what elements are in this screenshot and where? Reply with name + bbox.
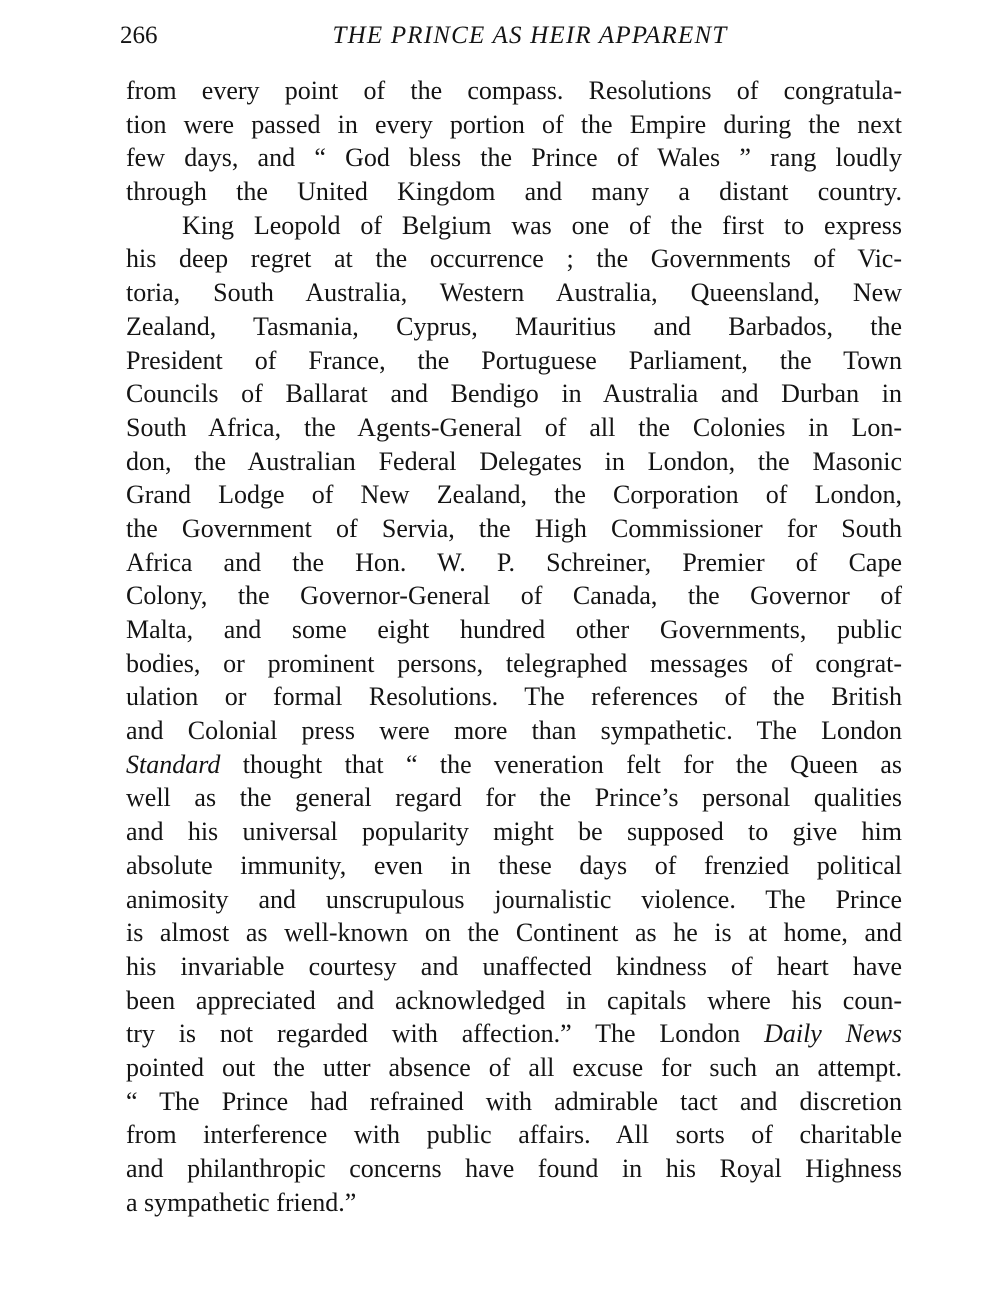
text-line: pointed out the utter absence of all excuse for such an attempt. [126,1052,902,1082]
text-line: from interference with public affairs. All sorts of charitable [126,1120,902,1150]
text-line: and philanthropic concerns have found in his Royal Highness [126,1154,902,1183]
text-line: a sympathetic friend.” [126,1187,357,1217]
text-line: well as the general regard for the Prince’s personal qualities [126,783,902,813]
text-line: and Colonial press were more than sympathetic. The London [126,716,902,746]
text-line: Grand Lodge of New Zealand, the Corporation of London, [126,480,902,510]
text-line: his invariable courtesy and unaffected kindness of heart have [126,951,902,981]
text-line: don, the Australian Federal Delegates in London, the Masonic [126,446,902,476]
text-line: animosity and unscrupulous journalistic violence. The Prince [126,884,902,914]
text-line: “ The Prince had refrained with admirable tact and discretion [126,1086,902,1116]
text-line: bodies, or prominent persons, telegraphed messages of congrat- [126,648,902,678]
paragraph-start-line: King Leopold of Belgium was one of the first to express [182,210,902,240]
newspaper-title-standard: Standard [126,749,221,779]
text-line: from every point of the compass. Resolutions of congratula- [126,76,902,105]
running-head [120,18,910,58]
text-line: the Government of Servia, the High Commissioner for South [126,513,902,543]
text-line: ulation or formal Resolutions. The references of the British [126,682,902,712]
text-line: Councils of Ballarat and Bendigo in Australia and Durban in [126,379,902,409]
text-line: and his universal popularity might be supposed to give him [126,817,902,847]
text-line: Zealand, Tasmania, Cyprus, Mauritius and Barbados, the [126,311,902,341]
text-line: absolute immunity, even in these days of frenzied political [126,850,902,880]
text-line: been appreciated and acknowledged in capitals where his coun- [126,985,902,1015]
text-line: Africa and the Hon. W. P. Schreiner, Premier of Cape [126,547,902,577]
text-line: Colony, the Governor-General of Canada, the Governor of [126,581,902,611]
running-title: THE PRINCE AS HEIR APPARENT [332,22,728,49]
text-line: his deep regret at the occurrence ; the Governments of Vic- [126,244,902,274]
text-line [126,748,902,782]
text-line: Malta, and some eight hundred other Governments, public [126,615,902,644]
text-line: tion were passed in every portion of the Empire during the next [126,109,902,139]
page-number: 266 [120,22,158,49]
newspaper-title-daily-news: Daily News [764,1019,902,1049]
text-line-rest: thought that “ the veneration felt for the Queen as [220,749,902,779]
text-line: South Africa, the Agents-General of all the Colonies in Lon- [126,412,902,442]
body-text [126,74,902,1219]
text-line-start: try is not regarded with affection.” The London [126,1019,741,1049]
text-line: through the United Kingdom and many a distant country. [126,177,902,207]
text-line [126,1017,902,1051]
text-line: toria, South Australia, Western Australia, Queensland, New [126,278,902,308]
text-line: few days, and “ God bless the Prince of Wales ” rang loudly [126,143,902,173]
text-line: is almost as well-known on the Continent as he is at home, and [126,918,902,948]
text-line: President of France, the Portuguese Parliament, the Town [126,345,902,375]
